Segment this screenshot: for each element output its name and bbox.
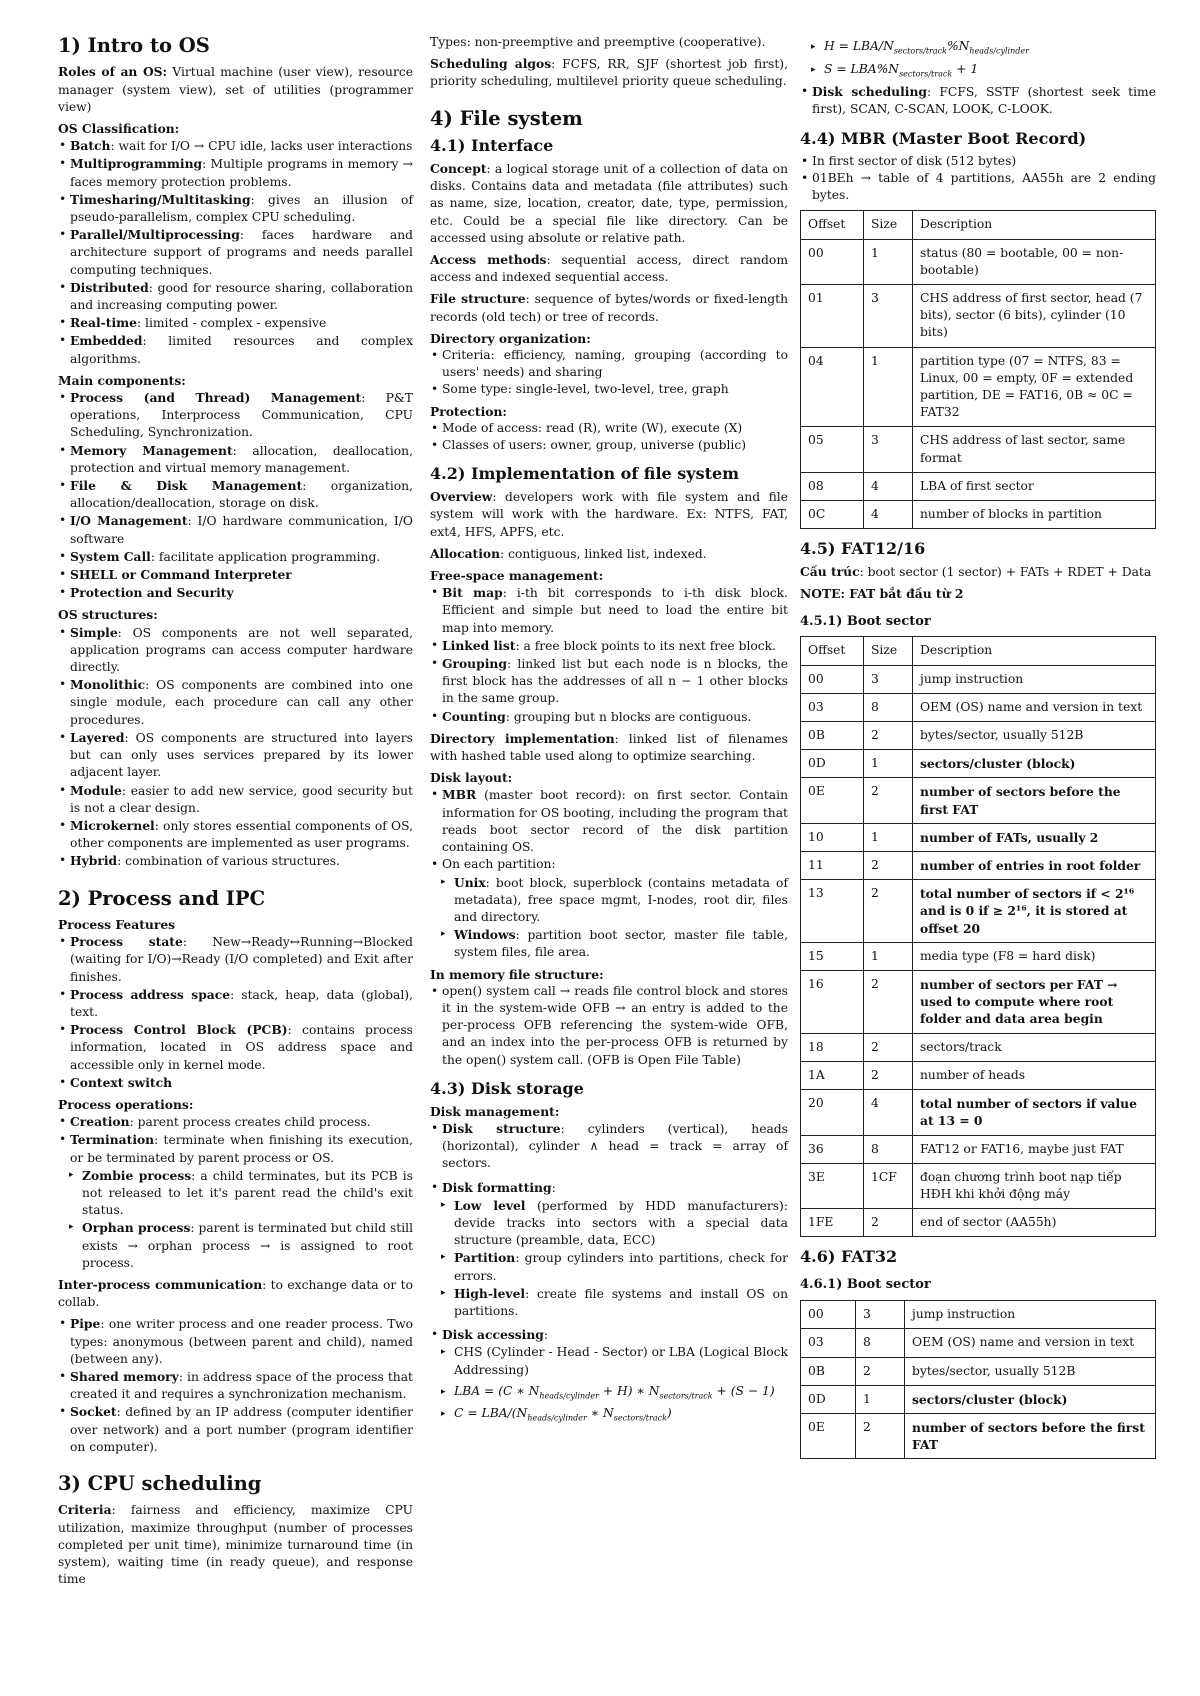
- list-item: • 01BEh → table of 4 partitions, AA55h are 2 ending bytes.: [800, 170, 1156, 204]
- table-cell: 2: [856, 1357, 905, 1385]
- table-row: [801, 880, 1156, 943]
- list-item: • I/O Management: I/O hardware communication, I/O software: [58, 512, 413, 547]
- table-cell: 2: [864, 852, 913, 880]
- list-item: • Disk accessing:: [430, 1326, 788, 1344]
- list-item: • Criteria: efficiency, naming, grouping (according to users' needs) and sharing: [430, 347, 788, 381]
- table-row: [801, 1090, 1156, 1135]
- table-cell: 4: [864, 500, 913, 528]
- types-paragraph: Types: non-preemptive and preemptive (cooperative).: [430, 35, 766, 49]
- mbr-list: [800, 153, 1156, 205]
- list-item: • Hybrid: combination of various structures.: [58, 852, 413, 870]
- table-cell: 2: [864, 880, 913, 943]
- list-item: • Classes of users: owner, group, universe (public): [430, 437, 788, 454]
- table-cell: CHS address of first sector, head (7 bits), sector (6 bits), cylinder (10 bits): [913, 284, 1156, 347]
- fat16-boot-table: [800, 636, 1156, 1237]
- table-cell: 0B: [801, 722, 864, 750]
- table-cell: 1A: [801, 1061, 864, 1089]
- list-item: • Parallel/Multiprocessing: faces hardware and architecture support of programs and needs parallel computing techniques.: [58, 226, 413, 279]
- table-cell: number of blocks in partition: [913, 500, 1156, 528]
- table-cell: total number of sectors if value at 13 = 0: [913, 1090, 1156, 1135]
- list-item: • System Call: facilitate application programming.: [58, 548, 413, 566]
- list-item: ▸ High-level: create file systems and install OS on partitions.: [430, 1285, 788, 1320]
- classification-heading: OS Classification:: [58, 120, 180, 136]
- table-cell: media type (F8 = hard disk): [913, 942, 1156, 970]
- table-cell: OEM (OS) name and version in text: [905, 1329, 1156, 1357]
- inmem-heading: In memory file structure:: [430, 966, 604, 982]
- table-cell: 03: [801, 1329, 856, 1357]
- table-cell: 0E: [801, 778, 864, 823]
- table-row: [801, 1301, 1156, 1329]
- table-cell: 0B: [801, 1357, 856, 1385]
- table-cell: 3: [864, 427, 913, 472]
- table-cell: 13: [801, 880, 864, 943]
- inmem-list: [430, 983, 788, 1069]
- table-cell: 1: [856, 1385, 905, 1413]
- table-cell: sectors/track: [913, 1033, 1156, 1061]
- list-item: • Linked list: a free block points to its next free block.: [430, 637, 788, 655]
- table-header-row: [801, 211, 1156, 239]
- table-row: [801, 750, 1156, 778]
- table-row: [801, 1061, 1156, 1089]
- table-cell: đoạn chương trình boot nạp tiếp HĐH khi khởi động máy: [913, 1163, 1156, 1208]
- structures-heading: OS structures:: [58, 607, 158, 623]
- table-cell: 1: [864, 942, 913, 970]
- components-list: [58, 389, 413, 602]
- table-cell: 3: [864, 284, 913, 347]
- table-cell: 1CF: [864, 1163, 913, 1208]
- table-cell: FAT12 or FAT16, maybe just FAT: [913, 1135, 1156, 1163]
- table-cell: 36: [801, 1135, 864, 1163]
- table-header-cell: Offset: [801, 211, 864, 239]
- table-cell: 00: [801, 1301, 856, 1329]
- table-cell: 11: [801, 852, 864, 880]
- table-header-cell: Offset: [801, 637, 864, 665]
- formula-s: ▸ $S = LBA\%N_{sectors/track} + 1$: [800, 61, 1156, 80]
- subsection-title-interface: 4.1) Interface: [430, 135, 554, 155]
- process-ops-heading: Process operations:: [58, 1096, 194, 1112]
- list-item: ▸ CHS (Cylinder - Head - Sector) or LBA (Logical Block Addressing): [430, 1344, 788, 1378]
- subsection-title-implementation: 4.2) Implementation of file system: [430, 464, 740, 484]
- list-item: • On each partition:: [430, 856, 788, 873]
- table-header-row: [801, 637, 1156, 665]
- list-item: ▸ Unix: boot block, superblock (contains metadata of metadata), free space mgmt, I-nodes, root dir, files and directory.: [430, 874, 788, 927]
- table-row: [801, 693, 1156, 721]
- table-header-cell: Description: [913, 637, 1156, 665]
- list-item: • SHELL or Command Interpreter: [58, 566, 413, 584]
- table-row: [801, 239, 1156, 284]
- table-cell: bytes/sector, usually 512B: [905, 1357, 1156, 1385]
- list-item: • Distributed: good for resource sharing, collaboration and increasing computing power.: [58, 279, 413, 314]
- diskmgmt-heading: Disk management:: [430, 1103, 560, 1119]
- table-cell: 2: [864, 1209, 913, 1237]
- table-cell: partition type (07 = NTFS, 83 = Linux, 00 = empty, 0F = extended partition, DE = FAT16, 0B ≈ 0C = FAT32: [913, 347, 1156, 427]
- list-item: • In first sector of disk (512 bytes): [800, 153, 1156, 170]
- section-title-intro: 1) Intro to OS: [58, 34, 210, 57]
- subsection-title-fat32: 4.6) FAT32: [800, 1247, 898, 1267]
- ipc-paragraph: Inter-process communication: to exchange data or to collab.: [58, 1276, 413, 1310]
- table-cell: 0E: [801, 1414, 856, 1459]
- table-row: [801, 778, 1156, 823]
- table-cell: number of heads: [913, 1061, 1156, 1089]
- subsection-title-disk-storage: 4.3) Disk storage: [430, 1078, 584, 1098]
- list-item: ▸ Orphan process: parent is terminated but child still exists → orphan process → is assigned to root process.: [58, 1219, 413, 1272]
- list-item: • Disk structure: cylinders (vertical), heads (horizontal), cylinder ∧ head = track = array of sectors.: [430, 1120, 788, 1173]
- table-cell: 4: [864, 1090, 913, 1135]
- table-row: [801, 1357, 1156, 1385]
- list-item: • Creation: parent process creates child process.: [58, 1113, 413, 1131]
- roles-paragraph: Roles of an OS: Virtual machine (user view), resource manager (system view), set of utilities (programmer view): [58, 64, 413, 114]
- list-item: • Pipe: one writer process and one reader process. Two types: anonymous (between parent and child), named (between any).: [58, 1315, 413, 1368]
- table-cell: number of sectors per FAT → used to compute where root folder and data area begin: [913, 971, 1156, 1034]
- table-cell: number of sectors before the first FAT: [905, 1414, 1156, 1459]
- cautruc-paragraph: Cấu trúc: boot sector (1 sector) + FATs + RDET + Data: [800, 564, 1152, 580]
- table-cell: 1: [864, 750, 913, 778]
- access-paragraph: Access methods: sequential access, direct random access and indexed sequential access.: [430, 252, 788, 285]
- table-cell: jump instruction: [905, 1301, 1156, 1329]
- allocation-paragraph: Allocation: contiguous, linked list, indexed.: [430, 545, 707, 561]
- disklayout-list: [430, 786, 788, 961]
- list-item: • Socket: defined by an IP address (computer identifier over network) and a port number (program identifier on computer).: [58, 1403, 413, 1456]
- dirimpl-paragraph: Directory implementation: linked list of filenames with hashed table used along to optimize searching.: [430, 730, 788, 764]
- table-cell: 01: [801, 284, 864, 347]
- concept-paragraph: Concept: a logical storage unit of a collection of data on disks. Contains data and metadata (file attributes) such as name, size, location, creator, date, type, permission, etc. Could be a special file like directory. Can be accessed using absolute or relative path.: [430, 160, 788, 245]
- list-item: • MBR (master boot record): on first sector. Contain information for OS booting, including the program that reads boot sector record of the disk partition containing OS.: [430, 786, 788, 856]
- list-item: • Context switch: [58, 1074, 413, 1092]
- table-cell: 05: [801, 427, 864, 472]
- formula-lba: ▸ LBA = (C ∗ $N_{heads/cylinder} + H$) ∗ $N_{sectors/track} + (S - 1)$: [430, 1383, 788, 1402]
- subsubsection-title-fat32-boot: 4.6.1) Boot sector: [800, 1277, 931, 1293]
- table-cell: 2: [856, 1414, 905, 1459]
- table-cell: sectors/cluster (block): [913, 750, 1156, 778]
- list-item: ▸ Zombie process: a child terminates, but its PCB is not released to let it's parent read the child's exit status.: [58, 1167, 413, 1220]
- table-cell: 10: [801, 823, 864, 851]
- list-item: • File & Disk Management: organization, allocation/deallocation, storage on disk.: [58, 477, 413, 512]
- process-features-list: [58, 933, 413, 1092]
- table-cell: 18: [801, 1033, 864, 1061]
- ipc-list: [58, 1315, 413, 1456]
- table-cell: bytes/sector, usually 512B: [913, 722, 1156, 750]
- table-cell: 8: [864, 1135, 913, 1163]
- table-row: [801, 472, 1156, 500]
- table-cell: number of sectors before the first FAT: [913, 778, 1156, 823]
- table-row: [801, 1329, 1156, 1357]
- protection-list: [430, 420, 788, 454]
- list-item: • Layered: OS components are structured into layers but can only uses services prepared by its lower adjacent layer.: [58, 729, 413, 782]
- table-cell: 04: [801, 347, 864, 427]
- note-paragraph: NOTE: FAT bắt đầu từ 2: [800, 586, 964, 602]
- table-cell: 1: [864, 823, 913, 851]
- components-heading: Main components:: [58, 372, 186, 388]
- list-item: • Disk scheduling: FCFS, SSTF (shortest seek time first), SCAN, C-SCAN, LOOK, C-LOOK.: [800, 83, 1156, 118]
- table-cell: 0C: [801, 500, 864, 528]
- table-cell: 8: [864, 693, 913, 721]
- algos-paragraph: Scheduling algos: FCFS, RR, SJF (shortest job first), priority scheduling, multilevel priority queue scheduling.: [430, 56, 788, 89]
- table-row: [801, 1033, 1156, 1061]
- list-item: • Microkernel: only stores essential components of OS, other components are implemented as user programs.: [58, 817, 413, 852]
- table-cell: 0D: [801, 750, 864, 778]
- list-item: • Bit map: i-th bit corresponds to i-th disk block. Efficient and simple but need to load the entire bit map into memory.: [430, 584, 788, 637]
- dirorg-heading: Directory organization:: [430, 330, 591, 346]
- table-row: [801, 500, 1156, 528]
- table-cell: end of sector (AA55h): [913, 1209, 1156, 1237]
- subsection-title-fat16: 4.5) FAT12/16: [800, 539, 926, 559]
- list-item: • Some type: single-level, two-level, tree, graph: [430, 381, 788, 398]
- table-cell: 4: [864, 472, 913, 500]
- subsubsection-title-fat16-boot: 4.5.1) Boot sector: [800, 613, 931, 629]
- list-item: • Timesharing/Multitasking: gives an illusion of pseudo-parallelism, complex CPU scheduling.: [58, 191, 413, 226]
- table-header-cell: Size: [864, 637, 913, 665]
- process-ops-list: [58, 1113, 413, 1272]
- table-cell: jump instruction: [913, 665, 1156, 693]
- table-cell: LBA of first sector: [913, 472, 1156, 500]
- list-item: • Process address space: stack, heap, data (global), text.: [58, 986, 413, 1021]
- table-row: [801, 665, 1156, 693]
- protection-heading: Protection:: [430, 403, 507, 419]
- column-1: [58, 34, 413, 1592]
- table-row: [801, 823, 1156, 851]
- table-header-cell: Description: [913, 211, 1156, 239]
- formula-c: ▸ C = LBA/($N_{heads/cylinder}$ ∗ $N_{sectors/track}$): [430, 1405, 788, 1424]
- table-cell: 1: [864, 239, 913, 284]
- table-cell: 1: [864, 347, 913, 427]
- section-title-process: 2) Process and IPC: [58, 886, 266, 910]
- list-item: • Termination: terminate when finishing its execution, or be terminated by parent process or OS.: [58, 1131, 413, 1166]
- table-cell: CHS address of last sector, same format: [913, 427, 1156, 472]
- overview-paragraph: Overview: developers work with file system and file system will work with the hardware. Ex: NTFS, FAT, ext4, HFS, APFS, etc.: [430, 489, 788, 539]
- table-cell: OEM (OS) name and version in text: [913, 693, 1156, 721]
- list-item: • Grouping: linked list but each node is n blocks, the first block has the addresses of all n − 1 other blocks in the same group.: [430, 655, 788, 708]
- freespace-heading: Free-space management:: [430, 568, 604, 584]
- table-row: [801, 1209, 1156, 1237]
- list-item: • Memory Management: allocation, deallocation, protection and virtual memory management.: [58, 442, 413, 477]
- table-row: [801, 1414, 1156, 1459]
- list-item: • Batch: wait for I/O → CPU idle, lacks user interactions: [58, 137, 413, 155]
- list-item: ▸ Windows: partition boot sector, master file table, system files, file area.: [430, 926, 788, 961]
- table-row: [801, 942, 1156, 970]
- table-row: [801, 1385, 1156, 1413]
- mbr-table: [800, 210, 1156, 529]
- list-item: • Process Control Block (PCB): contains process information, located in OS address space and accessible only in kernel mode.: [58, 1021, 413, 1074]
- list-item: • Shared memory: in address space of the process that created it and requires a synchronization mechanism.: [58, 1368, 413, 1403]
- table-cell: 08: [801, 472, 864, 500]
- table-cell: 2: [864, 971, 913, 1034]
- section-title-cpu: 3) CPU scheduling: [58, 1471, 262, 1495]
- list-item: ▸ Low level (performed by HDD manufacturers): devide tracks into sectors with a special data structure (preamble, data, ECC): [430, 1197, 788, 1250]
- table-cell: 00: [801, 239, 864, 284]
- list-item: • Embedded: limited resources and complex algorithms.: [58, 332, 413, 367]
- table-cell: 3: [864, 665, 913, 693]
- structure-paragraph: File structure: sequence of bytes/words or fixed-length records (old tech) or tree of records.: [430, 291, 788, 324]
- formula-h: ▸ H = LBA/$N_{sectors/track}\%N_{heads/cylinder}$: [800, 38, 1156, 57]
- list-item: ▸ Partition: group cylinders into partitions, check for errors.: [430, 1249, 788, 1284]
- fat32-boot-table: [800, 1300, 1156, 1459]
- column-3: [800, 34, 1156, 1469]
- list-item: • Protection and Security: [58, 584, 413, 602]
- classification-list: [58, 137, 413, 368]
- table-cell: 2: [864, 778, 913, 823]
- table-cell: 20: [801, 1090, 864, 1135]
- disklayout-heading: Disk layout:: [430, 770, 513, 786]
- list-item: • Module: easier to add new service, good security but is not a clear design.: [58, 782, 413, 817]
- table-row: [801, 347, 1156, 427]
- table-cell: number of FATs, usually 2: [913, 823, 1156, 851]
- freespace-list: [430, 584, 788, 726]
- table-cell: 15: [801, 942, 864, 970]
- list-item: • Simple: OS components are not well separated, application programs can access computer hardware directly.: [58, 624, 413, 677]
- section-title-file-system: 4) File system: [430, 106, 583, 130]
- table-row: [801, 1163, 1156, 1208]
- table-cell: status (80 = bootable, 00 = non-bootable): [913, 239, 1156, 284]
- diskmgmt-list: [430, 1120, 788, 1379]
- list-item: • Process state: New→Ready↔Running→Blocked (waiting for I/O)→Ready (I/O completed) and Exit after finishes.: [58, 933, 413, 986]
- list-item: • Counting: grouping but n blocks are contiguous.: [430, 708, 788, 726]
- table-row: [801, 722, 1156, 750]
- column-2: [430, 34, 788, 1428]
- table-row: [801, 284, 1156, 347]
- table-cell: 03: [801, 693, 864, 721]
- list-item: • Mode of access: read (R), write (W), execute (X): [430, 420, 788, 437]
- disksched-list: [800, 83, 1156, 118]
- subsection-title-mbr: 4.4) MBR (Master Boot Record): [800, 128, 1087, 148]
- table-cell: 3: [856, 1301, 905, 1329]
- criteria-paragraph: Criteria: fairness and efficiency, maximize CPU utilization, maximize throughput (number of processes completed per unit time), minimize turnaround time (in system), waiting time (in ready queue), and response time: [58, 1502, 413, 1587]
- table-cell: 2: [864, 722, 913, 750]
- table-cell: 3E: [801, 1163, 864, 1208]
- table-cell: 00: [801, 665, 864, 693]
- list-item: • Monolithic: OS components are combined into one single module, each procedure can call any other procedures.: [58, 676, 413, 729]
- table-cell: 2: [864, 1061, 913, 1089]
- list-item: • Real-time: limited - complex - expensive: [58, 314, 413, 332]
- table-row: [801, 1135, 1156, 1163]
- table-cell: 16: [801, 971, 864, 1034]
- list-item: • Process (and Thread) Management: P&T operations, Interprocess Communication, CPU Scheduling, Synchronization.: [58, 389, 413, 442]
- table-cell: 8: [856, 1329, 905, 1357]
- table-cell: 1FE: [801, 1209, 864, 1237]
- table-cell: number of entries in root folder: [913, 852, 1156, 880]
- table-cell: 2: [864, 1033, 913, 1061]
- structures-list: [58, 624, 413, 871]
- dirorg-list: [430, 347, 788, 399]
- table-row: [801, 427, 1156, 472]
- list-item: • Multiprogramming: Multiple programs in memory → faces memory protection problems.: [58, 155, 413, 190]
- table-cell: 0D: [801, 1385, 856, 1413]
- table-row: [801, 971, 1156, 1034]
- table-header-cell: Size: [864, 211, 913, 239]
- process-features-heading: Process Features: [58, 916, 176, 932]
- list-item: • Disk formatting:: [430, 1179, 788, 1197]
- table-cell: total number of sectors if < 2¹⁶ and is 0 if ≥ 2¹⁶, it is stored at offset 20: [913, 880, 1156, 943]
- list-item: • open() system call → reads file control block and stores it in the system-wide OFB → an entry is added to the per-process OFB referencing the system-wide OFB, and an index into the per-process OFB is returned by the open() system call. (OFB is Open File Table): [430, 983, 788, 1069]
- table-cell: sectors/cluster (block): [905, 1385, 1156, 1413]
- table-row: [801, 852, 1156, 880]
